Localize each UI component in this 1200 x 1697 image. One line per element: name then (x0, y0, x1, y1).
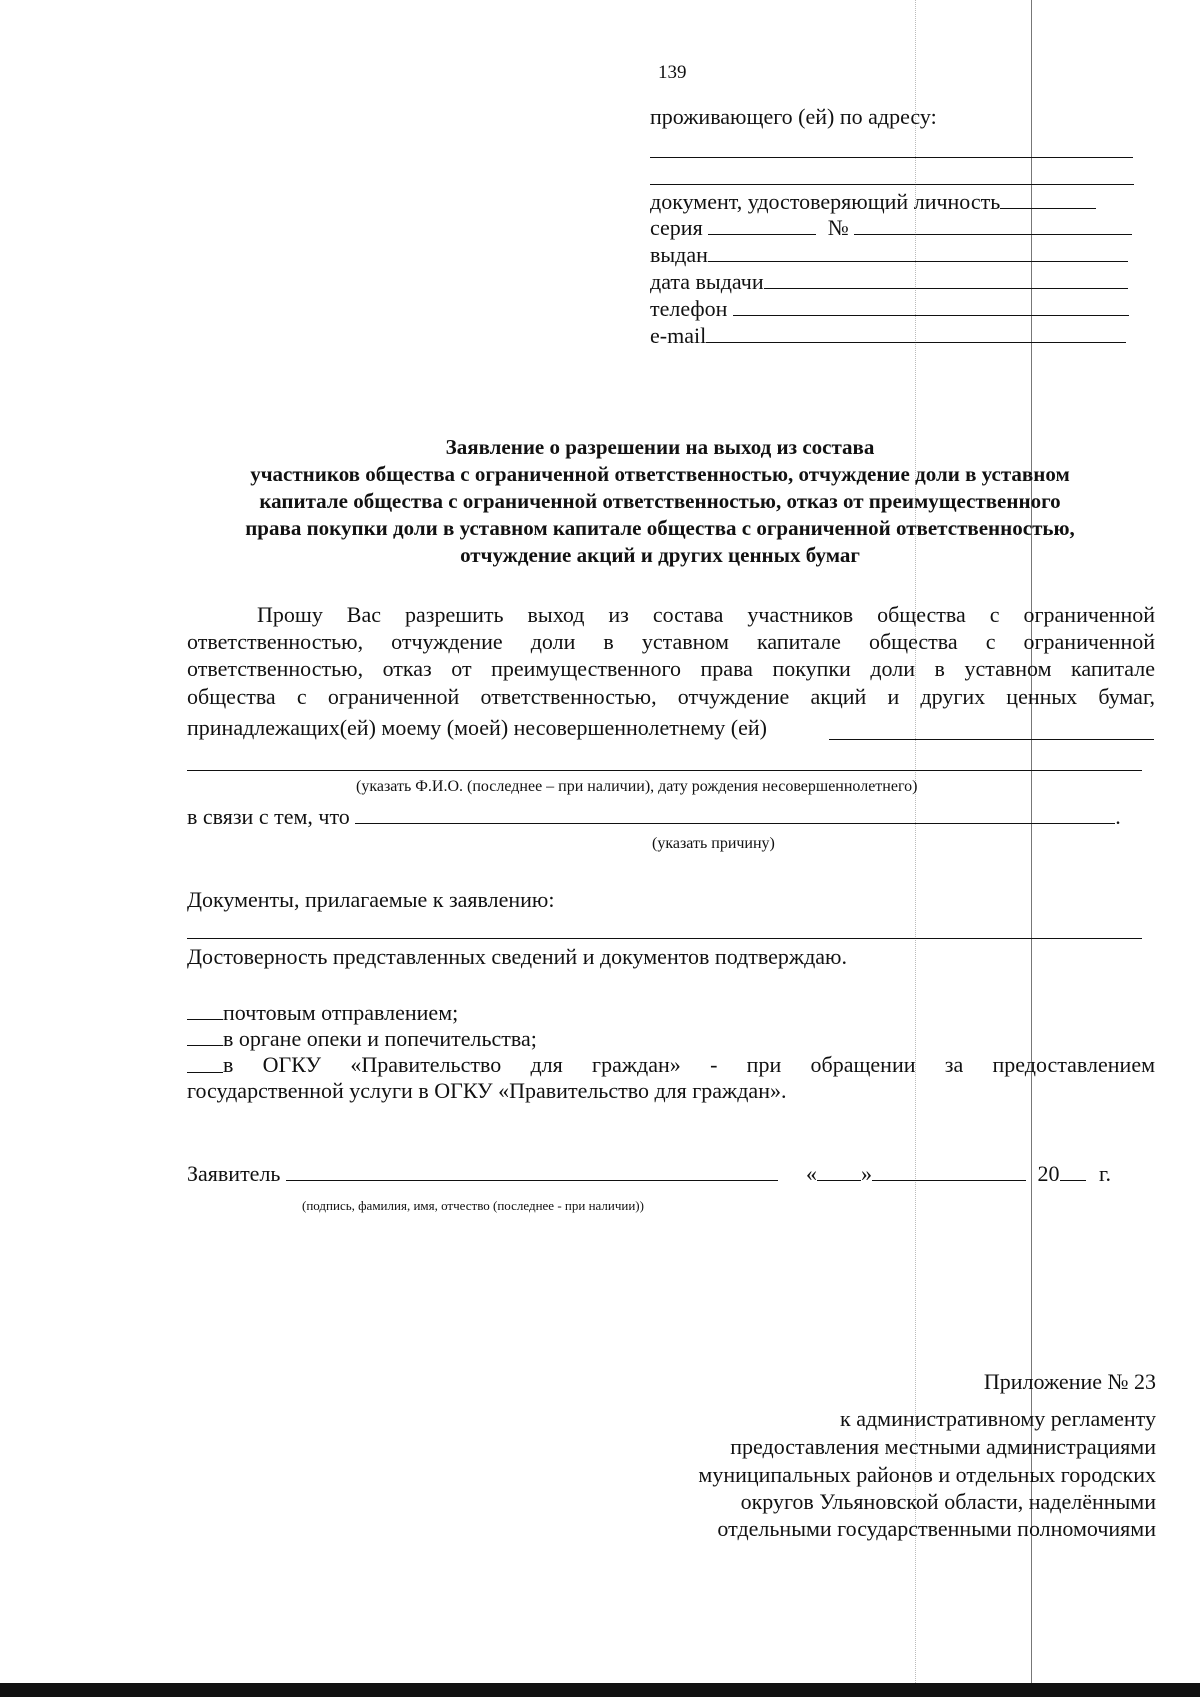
signature-row (187, 1160, 778, 1187)
title-line: права покупки доли в уставном капитале общества с ограниченной ответственностью, (245, 516, 1075, 540)
id-doc-label: документ, удостоверяющий личность (650, 189, 1001, 214)
delivery-mail-label: почтовым отправлением; (223, 1000, 459, 1025)
date-row (806, 1160, 1111, 1187)
address-line-2[interactable] (650, 184, 1134, 185)
appendix-line: округов Ульяновской области, наделёнными (740, 1489, 1156, 1514)
id-doc-field[interactable] (1000, 188, 1096, 209)
title-line: отчуждение акций и других ценных бумаг (460, 543, 860, 567)
email-row (650, 322, 1126, 349)
issue-date-row (650, 268, 1128, 295)
appendix-line: предоставления местными администрациями (730, 1434, 1156, 1459)
series-row (650, 214, 1132, 241)
minor-label: принадлежащих(ей) моему (моей) несовершеннолетнему (ей) (187, 715, 767, 740)
issued-field[interactable] (708, 241, 1128, 262)
scan-bottom-border (0, 1683, 1200, 1697)
delivery-ogku-label-cont: государственной услуги в ОГКУ «Правительство для граждан». (187, 1078, 787, 1103)
delivery-ogku-checkbox[interactable] (187, 1052, 223, 1073)
series-field[interactable] (708, 214, 816, 235)
minor-field-2[interactable] (187, 770, 1142, 771)
month-field[interactable] (872, 1160, 1026, 1181)
email-label: e-mail (650, 323, 707, 348)
signature-hint: (подпись, фамилия, имя, отчество (последнее - при наличии)) (302, 1198, 644, 1213)
request-line: ответственностью, отказ от преимущественного права покупки доли в уставном капитале (187, 656, 1155, 681)
reason-row (187, 803, 1121, 830)
address-line-1[interactable] (650, 157, 1133, 158)
delivery-option-ogku (187, 1052, 1155, 1078)
request-line: Прошу Вас разрешить выход из состава участников общества с ограниченной (257, 602, 1155, 627)
address-label: проживающего (ей) по адресу: (650, 104, 937, 129)
issued-row (650, 241, 1128, 268)
appendix-line: отдельными государственными полномочиями (717, 1516, 1156, 1541)
appendix-line: муниципальных районов и отдельных городских (698, 1462, 1156, 1487)
reason-field[interactable] (355, 803, 1115, 824)
minor-field-1[interactable] (829, 739, 1154, 740)
applicant-label: Заявитель (187, 1161, 281, 1186)
application-title (180, 434, 1140, 569)
signature-field[interactable] (286, 1160, 778, 1181)
minor-hint: (указать Ф.И.О. (последнее – при наличии), дату рождения несовершеннолетнего) (356, 778, 918, 795)
reason-hint: (указать причину) (652, 835, 775, 852)
phone-field[interactable] (733, 295, 1129, 316)
phone-row (650, 295, 1129, 322)
delivery-guardianship-label: в органе опеки и попечительства; (223, 1026, 537, 1051)
minor-row (187, 715, 767, 741)
title-line: участников общества с ограниченной ответственностью, отчуждение доли в уставном (250, 462, 1070, 486)
request-line: ответственностью, отчуждение доли в уставном капитале общества с ограниченной (187, 629, 1155, 654)
appendix-line: к административному регламенту (840, 1406, 1156, 1431)
delivery-option-guardianship (187, 1025, 537, 1052)
id-doc-row (650, 188, 1096, 215)
reason-label: в связи с тем, что (187, 804, 350, 829)
issue-date-label: дата выдачи (650, 269, 764, 294)
day-field[interactable] (817, 1160, 861, 1181)
attachments-label: Документы, прилагаемые к заявлению: (187, 887, 555, 912)
confirmation-text: Достоверность представленных сведений и документов подтверждаю. (187, 944, 847, 969)
page-number: 139 (658, 62, 687, 83)
delivery-guardianship-checkbox[interactable] (187, 1025, 223, 1046)
issue-date-field[interactable] (764, 268, 1128, 289)
request-line: общества с ограниченной ответственностью, отчуждение акций и других ценных бумаг, (187, 684, 1155, 709)
phone-label: телефон (650, 296, 728, 321)
attachments-field[interactable] (187, 938, 1142, 939)
number-label: № (827, 215, 849, 240)
close-quote: » (861, 1161, 872, 1186)
title-line: капитале общества с ограниченной ответственностью, отказ от преимущественного (259, 489, 1061, 513)
appendix-title: Приложение № 23 (983, 1369, 1156, 1394)
title-line: Заявление о разрешении на выход из состава (445, 435, 875, 459)
year-prefix: 20 (1037, 1161, 1060, 1186)
open-quote: « (806, 1161, 817, 1186)
email-field[interactable] (706, 322, 1126, 343)
year-suffix: г. (1099, 1161, 1112, 1186)
reason-end: . (1115, 804, 1121, 829)
year-field[interactable] (1060, 1160, 1086, 1181)
series-label: серия (650, 215, 703, 240)
issued-label: выдан (650, 242, 708, 267)
delivery-ogku-label: в ОГКУ «Правительство для граждан» - при обращении за предоставлением (223, 1052, 1155, 1077)
delivery-mail-checkbox[interactable] (187, 999, 223, 1020)
delivery-option-mail (187, 999, 458, 1026)
number-field[interactable] (854, 214, 1132, 235)
